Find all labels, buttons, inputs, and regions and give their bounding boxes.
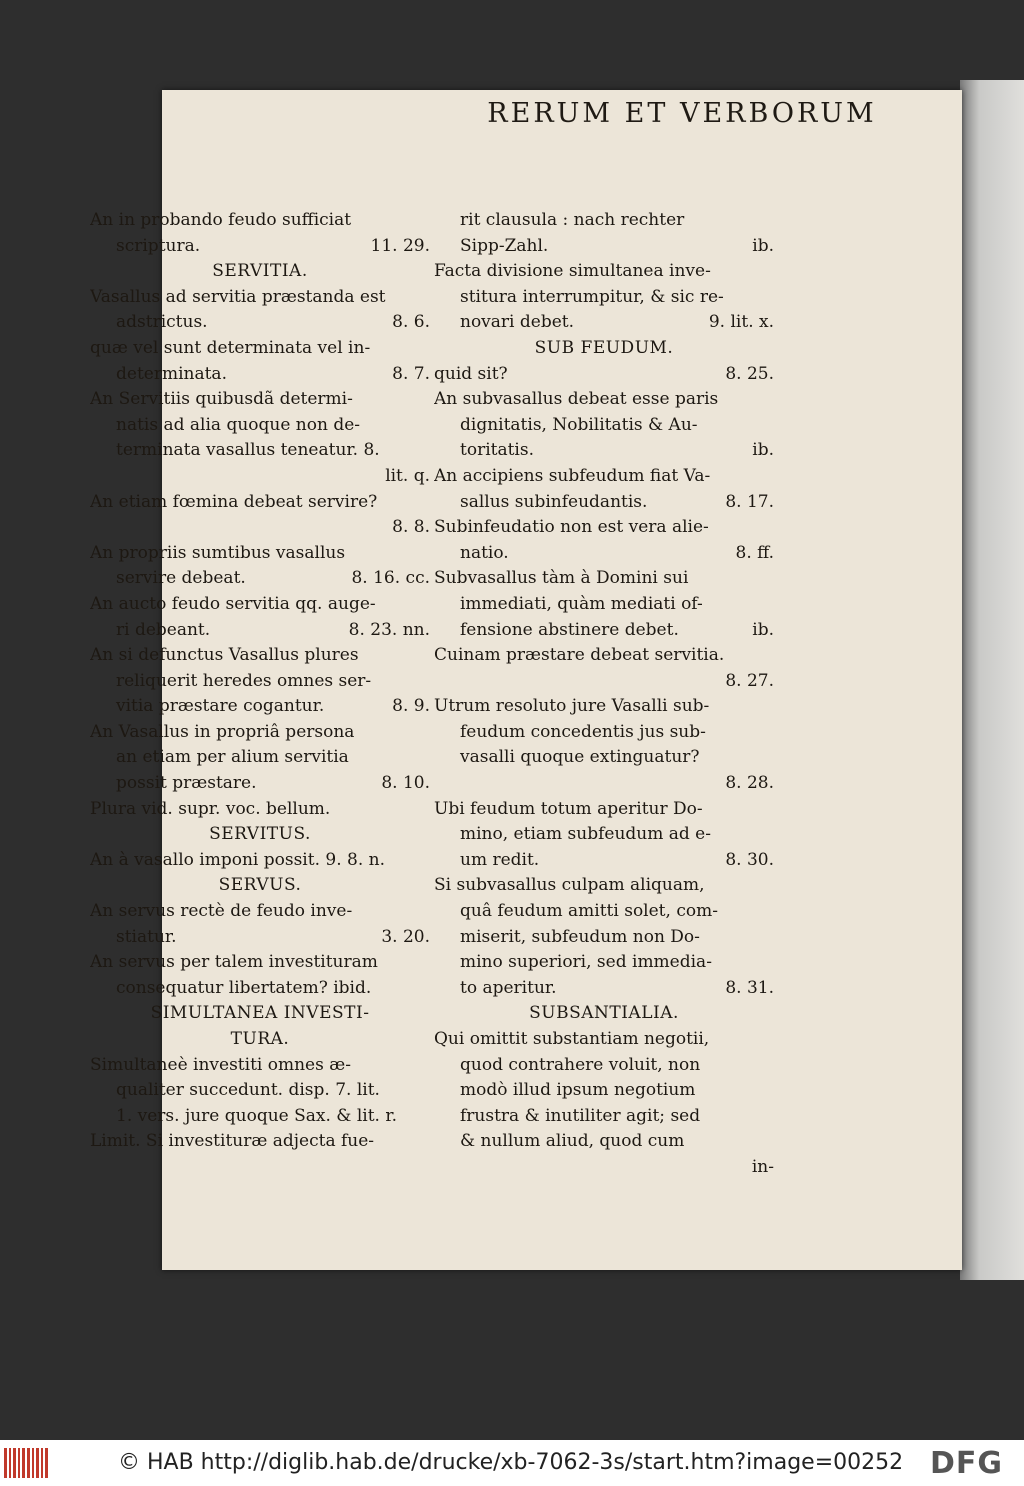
index-text: An si defunctus Vasallus plures: [90, 645, 359, 666]
index-line: [434, 848, 774, 874]
index-line: [434, 413, 774, 439]
index-reference: 8. 31.: [725, 977, 774, 998]
index-line: [434, 669, 774, 695]
index-text: vitia præstare cogantur.: [116, 696, 325, 717]
index-reference: 8. 30.: [725, 849, 774, 870]
index-text: immediati, quàm mediati of-: [460, 593, 703, 614]
index-line: [434, 950, 774, 976]
index-text: scriptura.: [116, 235, 201, 256]
index-line: [90, 976, 430, 1002]
index-line: [434, 797, 774, 823]
index-text: An servus rectè de feudo inve-: [90, 901, 353, 922]
index-line: [90, 745, 430, 771]
index-text: 8. 28.: [725, 773, 774, 794]
index-line: [434, 1155, 774, 1181]
index-text: An à vasallo imponi possit. 9. 8. n.: [90, 849, 385, 870]
index-line: [90, 362, 430, 388]
index-line: [90, 950, 430, 976]
index-text: SUB FEUDUM.: [534, 337, 674, 358]
index-text: novari debet.: [460, 312, 575, 333]
index-text: Facta divisione simultanea inve-: [434, 261, 711, 282]
index-reference: 8. 25.: [725, 363, 774, 384]
index-text: Subvasallus tàm à Domini sui: [434, 568, 689, 589]
index-reference: 3. 20.: [381, 926, 430, 947]
index-line: [434, 643, 774, 669]
index-line: [90, 1104, 430, 1130]
index-text: Simultaneè investiti omnes æ-: [90, 1054, 351, 1075]
index-line: [434, 464, 774, 490]
index-line: [434, 310, 774, 336]
index-line: [90, 1078, 430, 1104]
index-text: SERVITUS.: [209, 824, 311, 845]
index-text: An Servitiis quibusdã determi-: [90, 389, 353, 410]
index-text: feudum concedentis jus sub-: [460, 721, 706, 742]
index-heading: [90, 259, 430, 285]
index-line: [434, 976, 774, 1002]
index-text: An etiam fœmina debeat servire?: [90, 491, 378, 512]
index-text: sallus subinfeudantis.: [460, 491, 648, 512]
index-line: [434, 1104, 774, 1130]
index-text: an etiam per alium servitia: [116, 747, 349, 768]
index-reference: 8. 9.: [392, 696, 430, 717]
index-line: [90, 515, 430, 541]
index-text: Qui omittit substantiam negotii,: [434, 1029, 710, 1049]
index-line: [434, 771, 774, 797]
left-column: [90, 208, 430, 1155]
index-line: [434, 387, 774, 413]
index-text: SERVUS.: [218, 875, 302, 896]
index-line: [434, 490, 774, 516]
index-reference: 9. lit. x.: [708, 312, 774, 333]
index-text: TURA.: [230, 1029, 290, 1049]
index-text: Limit. Si investituræ adjecta fue-: [90, 1131, 375, 1152]
index-text: SIMULTANEA INVESTI-: [150, 1003, 370, 1024]
index-line: [434, 259, 774, 285]
index-text: mino, etiam subfeudum ad e-: [460, 824, 711, 845]
index-text: & nullum aliud, quod cum: [460, 1131, 685, 1152]
index-text: in-: [751, 1156, 774, 1177]
index-line: [90, 618, 430, 644]
index-line: [90, 234, 430, 260]
index-line: [434, 362, 774, 388]
index-line: [90, 490, 430, 516]
index-text: qualiter succedunt. disp. 7. lit.: [116, 1080, 380, 1101]
index-text: ri debeant.: [116, 619, 211, 640]
index-line: [434, 234, 774, 260]
index-text: terminata vasallus teneatur. 8.: [116, 440, 380, 461]
index-line: [434, 208, 774, 234]
index-heading: [90, 873, 430, 899]
index-line: [90, 925, 430, 951]
index-reference: 8. 7.: [392, 363, 430, 384]
index-heading: [90, 1001, 430, 1027]
index-text: fensione abstinere debet.: [460, 619, 679, 640]
index-line: [90, 413, 430, 439]
index-line: [90, 694, 430, 720]
index-reference: 8. 23. nn.: [348, 619, 430, 640]
index-text: to aperitur.: [460, 977, 557, 998]
index-text: quæ vel sunt determinata vel in-: [90, 337, 371, 358]
index-text: dignitatis, Nobilitatis & Au-: [460, 414, 698, 435]
index-heading: [434, 336, 774, 362]
index-reference: ib.: [752, 619, 774, 640]
hab-logo-icon: [4, 1448, 48, 1478]
index-text: Utrum resoluto jure Vasalli sub-: [434, 696, 710, 717]
index-reference: 11. 29.: [370, 235, 430, 256]
index-line: [434, 899, 774, 925]
index-line: [434, 694, 774, 720]
index-text: 8. 27.: [725, 670, 774, 691]
index-text: An aucto feudo servitia qq. auge-: [90, 593, 376, 614]
index-line: [434, 566, 774, 592]
index-heading: [434, 1001, 774, 1027]
index-line: [434, 1078, 774, 1104]
index-line: [90, 848, 430, 874]
index-line: [434, 822, 774, 848]
index-line: [90, 285, 430, 311]
index-line: [434, 515, 774, 541]
index-text: rit clausula : nach rechter: [460, 210, 685, 230]
index-line: [434, 438, 774, 464]
index-text: natis ad alia quoque non de-: [116, 414, 361, 435]
index-text: Vasallus ad servitia præstanda est: [90, 286, 386, 307]
index-line: [90, 771, 430, 797]
index-line: [434, 618, 774, 644]
index-text: lit. q.: [385, 465, 430, 486]
index-reference: ib.: [752, 440, 774, 461]
index-line: [434, 745, 774, 771]
index-line: [434, 873, 774, 899]
index-text: modò illud ipsum negotium: [460, 1080, 696, 1101]
index-line: [90, 336, 430, 362]
index-text: natio.: [460, 542, 509, 563]
index-text: Si subvasallus culpam aliquam,: [434, 875, 705, 896]
index-line: [90, 541, 430, 567]
index-line: [434, 720, 774, 746]
index-line: [90, 1129, 430, 1155]
index-text: um redit.: [460, 849, 540, 870]
index-text: SUBSANTIALIA.: [529, 1003, 679, 1024]
index-reference: 8. ff.: [735, 542, 774, 563]
viewer-footer: [0, 1440, 1024, 1486]
index-line: [434, 925, 774, 951]
index-heading: [90, 1027, 430, 1053]
index-line: [90, 899, 430, 925]
adjacent-page-edge: [960, 80, 1024, 1280]
index-reference: 8. 16. cc.: [351, 568, 430, 589]
index-line: [90, 797, 430, 823]
index-text: 1. vers. jure quoque Sax. & lit. r.: [116, 1105, 398, 1126]
index-line: [434, 285, 774, 311]
index-reference: ib.: [752, 235, 774, 256]
index-text: consequatur libertatem? ibid.: [116, 977, 372, 998]
index-reference: 8. 17.: [725, 491, 774, 512]
index-text: possit præstare.: [116, 773, 257, 794]
index-text: An accipiens subfeudum fiat Va-: [434, 465, 711, 486]
index-text: servire debeat.: [116, 568, 246, 589]
index-text: Ubi feudum totum aperitur Do-: [434, 798, 703, 819]
index-text: miserit, subfeudum non Do-: [460, 926, 700, 947]
index-line: [434, 1053, 774, 1079]
index-line: [90, 310, 430, 336]
index-reference: 8. 10.: [381, 773, 430, 794]
index-text: An in probando feudo sufficiat: [90, 210, 352, 230]
index-text: 8. 8.: [392, 517, 430, 538]
index-text: reliquerit heredes omnes ser-: [116, 670, 372, 691]
index-text: Subinfeudatio non est vera alie-: [434, 517, 709, 538]
right-column: [434, 208, 774, 1181]
index-text: adstrictus.: [116, 312, 208, 333]
index-line: [434, 541, 774, 567]
index-line: [90, 387, 430, 413]
index-line: [90, 208, 430, 234]
index-text: An servus per talem investituram: [90, 952, 378, 973]
index-text: frustra & inutiliter agit; sed: [460, 1105, 701, 1126]
index-reference: 8. 6.: [392, 312, 430, 333]
index-text: SERVITIA.: [212, 261, 308, 282]
index-line: [434, 1129, 774, 1155]
index-text: quod contrahere voluit, non: [460, 1054, 701, 1075]
dfg-logo: DFG: [930, 1446, 1004, 1481]
index-text: Cuinam præstare debeat servitia.: [434, 645, 725, 666]
index-line: [90, 720, 430, 746]
index-text: Plura vid. supr. voc. bellum.: [90, 798, 331, 819]
index-line: [434, 592, 774, 618]
index-text: mino superiori, sed immedia-: [460, 952, 712, 973]
source-credit[interactable]: © HAB http://diglib.hab.de/drucke/xb-7062-3s/start.htm?image=00252: [118, 1450, 904, 1475]
index-text: An Vasallus in propriâ persona: [90, 721, 355, 742]
index-text: quâ feudum amitti solet, com-: [460, 901, 718, 922]
index-line: [434, 1027, 774, 1053]
index-text: Sipp-Zahl.: [460, 235, 549, 256]
index-text: vasalli quoque extinguatur?: [460, 747, 700, 768]
index-line: [90, 669, 430, 695]
index-text: stiatur.: [116, 926, 177, 947]
running-header: RERUM ET VERBORUM: [487, 98, 877, 129]
index-text: quid sit?: [434, 363, 508, 384]
index-heading: [90, 822, 430, 848]
index-text: An propriis sumtibus vasallus: [90, 542, 346, 563]
index-line: [90, 438, 430, 464]
index-text: An subvasallus debeat esse paris: [434, 389, 719, 410]
index-line: [90, 464, 430, 490]
index-line: [90, 1053, 430, 1079]
index-line: [90, 643, 430, 669]
index-line: [90, 566, 430, 592]
index-text: toritatis.: [460, 440, 534, 461]
index-text: stitura interrumpitur, & sic re-: [460, 286, 724, 307]
index-text: determinata.: [116, 363, 227, 384]
index-line: [90, 592, 430, 618]
